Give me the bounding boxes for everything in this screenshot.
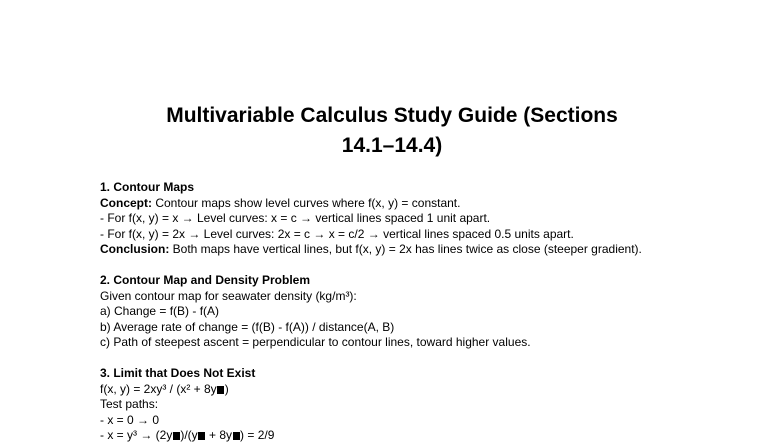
function-text-b: ) xyxy=(224,381,229,396)
section-3-heading: 3. Limit that Does Not Exist xyxy=(100,366,256,380)
conclusion-text: Both maps have vertical lines, but f(x, y) = 2x has lines twice as close (steeper gradient). xyxy=(169,242,642,256)
path2-text-a: - x = y³ → (2y xyxy=(100,428,173,442)
document-title xyxy=(0,101,784,161)
section-2-line-3: b) Average rate of change = (f(B) - f(A)) / distance(A, B) xyxy=(100,319,395,334)
section-3-path-2 xyxy=(100,428,760,444)
missing-glyph-box xyxy=(233,432,240,440)
section-3-function xyxy=(100,382,760,398)
section-3-path-1: - x = 0 → 0 xyxy=(100,412,160,427)
missing-glyph-box xyxy=(217,386,224,394)
section-2-line-4: c) Path of steepest ascent = perpendicular to contour lines, toward higher values. xyxy=(100,335,531,349)
section-spacer xyxy=(100,258,760,274)
title-line-1: Multivariable Calculus Study Guide (Sections xyxy=(166,104,618,127)
section-1-conclusion xyxy=(100,242,760,258)
concept-label: Concept: xyxy=(100,195,152,210)
section-3-test-paths: Test paths: xyxy=(100,397,159,411)
section-1-line-1: - For f(x, y) = x → Level curves: x = c → vertical lines spaced 1 unit apart. xyxy=(100,211,491,225)
section-2-line-2: a) Change = f(B) - f(A) xyxy=(100,304,220,318)
path2-text-b: )/(y xyxy=(180,428,198,442)
function-text-a: f(x, y) = 2xy³ / (x² + 8y xyxy=(100,381,217,396)
conclusion-label: Conclusion: xyxy=(100,242,170,256)
section-2-heading: 2. Contour Map and Density Problem xyxy=(100,273,311,287)
section-1-heading: 1. Contour Maps xyxy=(100,180,195,194)
path2-text-c: + 8y xyxy=(205,428,233,442)
section-1-concept xyxy=(100,196,760,212)
section-2-line-1: Given contour map for seawater density (kg/m³): xyxy=(100,288,357,303)
section-1-line-2: - For f(x, y) = 2x → Level curves: 2x = c → x = c/2 → vertical lines spaced 0.5 units apart. xyxy=(100,226,574,241)
section-spacer xyxy=(100,351,760,367)
concept-text: Contour maps show level curves where f(x, y) = constant. xyxy=(152,195,461,210)
title-line-2: 14.1–14.4) xyxy=(341,134,443,157)
document-body xyxy=(100,180,760,444)
missing-glyph-box xyxy=(198,432,205,440)
path2-text-d: ) = 2/9 xyxy=(240,428,275,442)
missing-glyph-box xyxy=(173,432,180,440)
